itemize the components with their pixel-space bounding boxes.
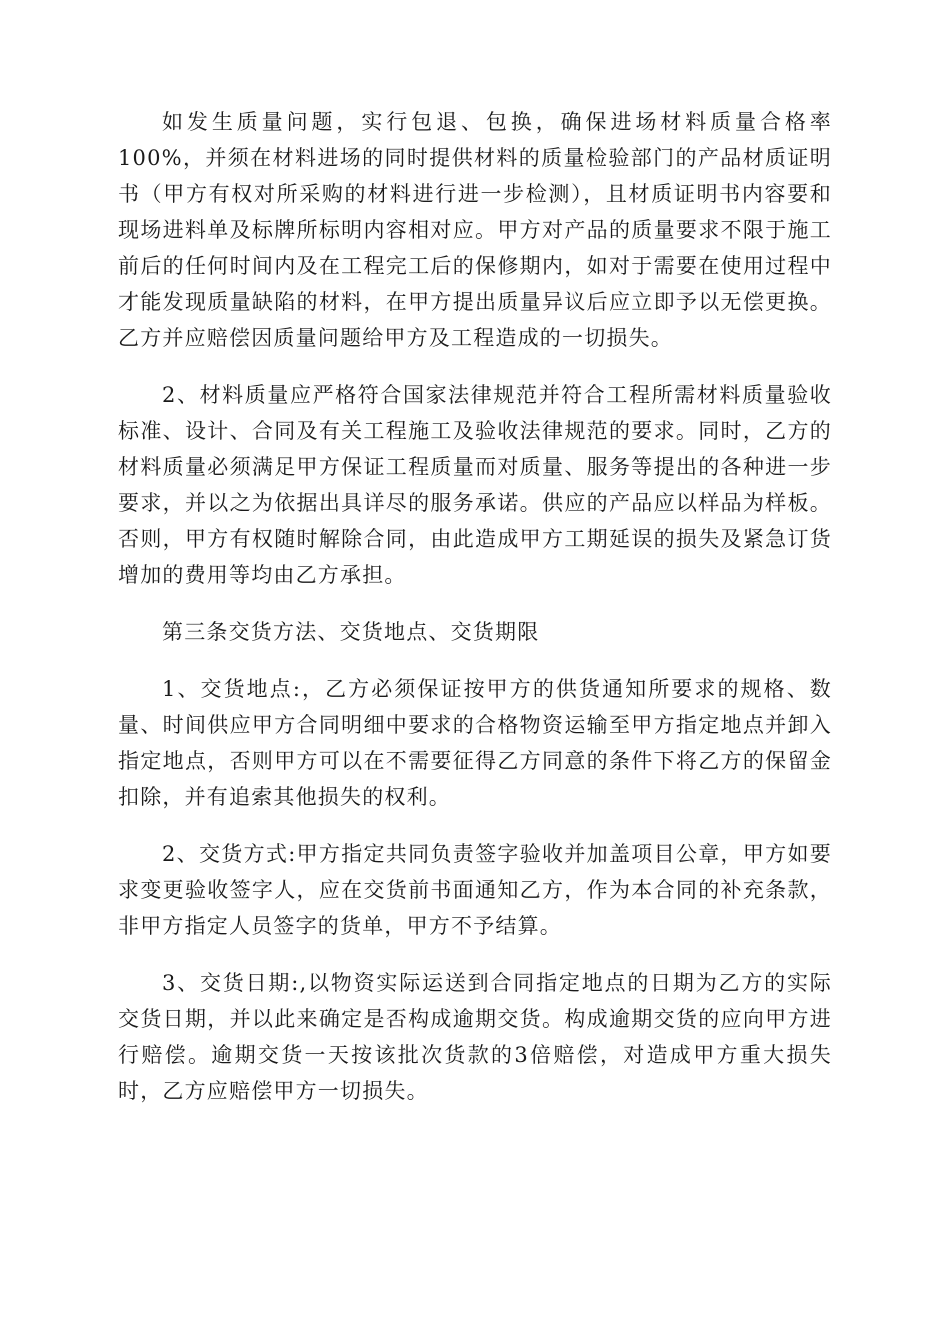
- section-heading: 第三条交货方法、交货地点、交货期限: [162, 620, 540, 644]
- delivery-method-clause: 2、交货方式:甲方指定共同负责签字验收并加盖项目公章，甲方如要求变更验收签字人，应在交货前书面通知乙方，作为本合同的补充条款，非甲方指定人员签字的货单，甲方不予结算。: [118, 842, 832, 938]
- delivery-location-clause: 1、交货地点:，乙方必须保证按甲方的供货通知所要求的规格、数量、时间供应甲方合同明细中要求的合格物资运输至甲方指定地点并卸入指定地点，否则甲方可以在不需要征得乙方同意的条件下将乙方的保留金扣除，并有追索其他损失的权利。: [118, 677, 832, 809]
- quality-standard-paragraph: 2、材料质量应严格符合国家法律规范并符合工程所需材料质量验收标准、设计、合同及有关工程施工及验收法律规范的要求。同时，乙方的材料质量必须满足甲方保证工程质量而对质量、服务等提出的各种进一步要求，并以之为依据出具详尽的服务承诺。供应的产品应以样品为样板。否则，甲方有权随时解除合同，由此造成甲方工期延误的损失及紧急订货增加的费用等均由乙方承担。: [118, 383, 832, 587]
- quality-return-paragraph: 如发生质量问题，实行包退、包换，确保进场材料质量合格率100%，并须在材料进场的同时提供材料的质量检验部门的产品材质证明书（甲方有权对所采购的材料进行进一步检测），且材质证明书内容要和现场进料单及标牌所标明内容相对应。甲方对产品的质量要求不限于施工前后的任何时间内及在工程完工后的保修期内，如对于需要在使用过程中才能发现质量缺陷的材料，在甲方提出质量异议后应立即予以无偿更换。乙方并应赔偿因质量问题给甲方及工程造成的一切损失。: [118, 110, 832, 350]
- delivery-date-clause: 3、交货日期:,以物资实际运送到合同指定地点的日期为乙方的实际交货日期，并以此来确定是否构成逾期交货。构成逾期交货的应向甲方进行赔偿。逾期交货一天按该批次货款的3倍赔偿，对造成甲方重大损失时，乙方应赔偿甲方一切损失。: [118, 971, 832, 1103]
